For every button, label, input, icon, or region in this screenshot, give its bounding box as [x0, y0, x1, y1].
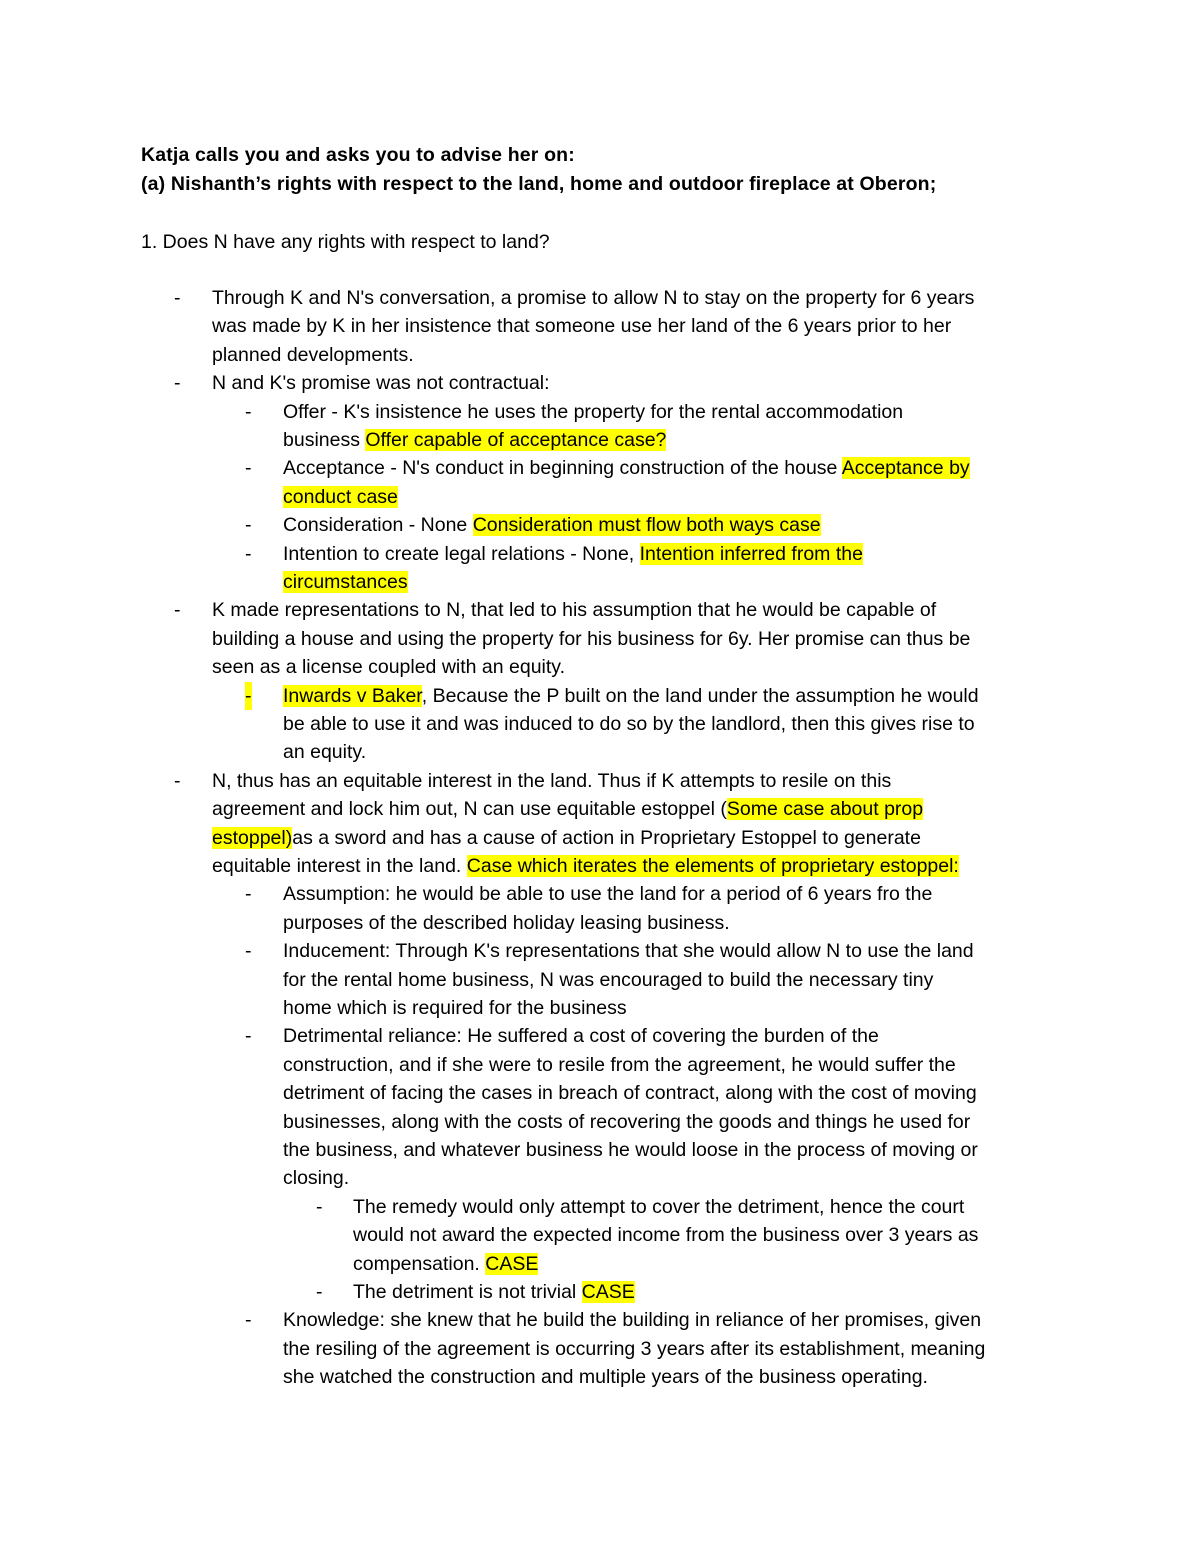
bullet-marker: -	[245, 400, 252, 423]
text-segment: the business, and whatever business he would loose in the process of moving or	[283, 1139, 978, 1162]
list-item-level-2	[283, 398, 903, 455]
text-segment: was made by K in her insistence that someone use her land of the 6 years prior to her	[212, 315, 952, 338]
list-item-line	[283, 710, 979, 738]
text-segment: she watched the construction and multiple years of the business operating.	[283, 1366, 928, 1389]
text-segment: detriment of facing the cases in breach of contract, along with the cost of moving	[283, 1082, 977, 1105]
text-segment: building a house and using the property for his business for 6y. Her promise can thus be	[212, 627, 971, 650]
list-item-line	[283, 1164, 978, 1192]
list-item-line	[353, 1221, 978, 1249]
highlighted-text: CASE	[581, 1281, 635, 1303]
bullet-marker: -	[245, 514, 252, 537]
list-item-line	[283, 937, 974, 965]
list-item-level-2	[283, 1022, 978, 1192]
text-segment: Inducement: Through K's representations that she would allow N to use the land	[283, 940, 974, 963]
text-segment: business	[283, 429, 366, 451]
list-item-line	[353, 1193, 978, 1221]
bullet-marker: -	[245, 940, 252, 963]
list-item-line	[353, 1278, 635, 1306]
text-segment: Assumption: he would be able to use the land for a period of 6 years fro the	[283, 883, 933, 906]
list-item-line	[212, 284, 974, 312]
highlighted-text: conduct case	[283, 485, 398, 508]
question-heading: 1. Does N have any rights with respect to land?	[141, 231, 550, 253]
list-item-line	[283, 511, 821, 539]
text-segment: compensation.	[353, 1252, 486, 1275]
list-item-line	[283, 483, 970, 511]
list-item-level-2	[283, 880, 932, 937]
list-item-line	[283, 1335, 985, 1363]
list-item-line	[283, 1306, 985, 1334]
list-item-line	[283, 966, 974, 994]
text-segment: home which is required for the business	[283, 997, 627, 1019]
bullet-marker: -	[174, 287, 181, 309]
highlighted-text: Some case about prop	[726, 798, 924, 821]
highlighted-text: circumstances	[283, 571, 408, 593]
list-item-level-1	[212, 596, 970, 681]
highlighted-text: Intention inferred from the	[639, 542, 863, 565]
list-item-line	[212, 653, 970, 681]
bullet-marker: -	[316, 1281, 323, 1303]
highlighted-text: Inwards v Baker	[283, 684, 422, 707]
list-item-line	[283, 994, 974, 1022]
list-item-line	[212, 795, 959, 823]
text-segment: construction, and if she were to resile from the agreement, he would suffer the	[283, 1053, 956, 1076]
list-item-line	[212, 596, 970, 624]
highlighted-text: estoppel)	[212, 826, 293, 849]
list-item-level-1	[212, 284, 974, 369]
text-segment: Consideration - None	[283, 514, 473, 537]
highlighted-text: Consideration must flow both ways case	[472, 514, 821, 537]
highlighted-text: Acceptance by	[841, 457, 970, 480]
list-item-line	[283, 1136, 978, 1164]
bullet-marker: -	[245, 542, 252, 565]
text-segment: Knowledge: she knew that he build the building in reliance of her promises, given	[283, 1309, 982, 1332]
list-item-line	[283, 738, 979, 766]
list-item-line	[283, 1051, 978, 1079]
list-item-line	[212, 341, 974, 369]
text-segment: be able to use it and was induced to do so by the landlord, then this gives rise to	[283, 713, 975, 735]
list-item-level-2	[283, 1306, 985, 1391]
text-segment: businesses, along with the costs of recovering the goods and things he used for	[283, 1110, 971, 1133]
text-segment: for the rental home business, N was encouraged to build the necessary tiny	[283, 968, 934, 991]
text-segment: N, thus has an equitable interest in the land. Thus if K attempts to resile on this	[212, 769, 892, 792]
text-segment: The detriment is not trivial	[353, 1281, 582, 1303]
list-item-level-3	[353, 1278, 635, 1306]
list-item-line	[212, 824, 959, 852]
list-item-line	[212, 369, 550, 397]
text-segment: would not award the expected income from the business over 3 years as	[353, 1224, 979, 1247]
list-item-line	[283, 1108, 978, 1136]
list-item-level-2	[283, 511, 821, 539]
bullet-marker: -	[174, 372, 181, 395]
bullet-marker: -	[174, 769, 181, 792]
text-segment: planned developments.	[212, 343, 414, 366]
list-item-line	[283, 454, 970, 482]
list-item-line	[283, 1363, 985, 1391]
list-item-level-2	[283, 540, 863, 597]
list-item-line	[283, 880, 932, 908]
list-item-line	[283, 568, 863, 596]
list-item-level-3	[353, 1193, 978, 1278]
list-item-line	[283, 540, 863, 568]
bullet-marker: -	[174, 599, 181, 622]
text-segment: Intention to create legal relations - None,	[283, 542, 640, 565]
text-segment: N and K's promise was not contractual:	[212, 372, 550, 395]
list-item-line	[283, 909, 932, 937]
highlighted-text: Case which iterates the elements of proprietary estoppel:	[466, 855, 959, 878]
heading-line-1: Katja calls you and asks you to advise her on:	[141, 144, 575, 166]
text-segment: Offer - K's insistence he uses the property for the rental accommodation	[283, 400, 904, 423]
highlighted-text: CASE	[485, 1252, 539, 1275]
text-segment: agreement and lock him out, N can use equitable estoppel (	[212, 798, 727, 821]
text-segment: equitable interest in the land.	[212, 855, 467, 878]
list-item-line	[353, 1250, 978, 1278]
text-segment: Detrimental reliance: He suffered a cost of covering the burden of the	[283, 1025, 879, 1048]
list-item-line	[283, 426, 903, 454]
text-segment: an equity.	[283, 741, 367, 764]
list-item-level-1	[212, 369, 550, 397]
highlighted-text: Offer capable of acceptance case?	[365, 429, 667, 451]
text-segment: closing.	[283, 1167, 350, 1190]
list-item-line	[283, 682, 979, 710]
bullet-marker: -	[245, 1309, 252, 1332]
bullet-marker: -	[245, 1025, 252, 1048]
bullet-marker: -	[245, 883, 252, 906]
list-item-level-2	[283, 454, 970, 511]
heading-line-2: (a) Nishanth’s rights with respect to the land, home and outdoor fireplace at Oberon;	[141, 173, 937, 195]
list-item-level-1	[212, 767, 959, 881]
list-item-line	[212, 312, 974, 340]
list-item-level-2	[283, 682, 979, 767]
text-segment: K made representations to N, that led to his assumption that he would be capable of	[212, 599, 937, 622]
text-segment: , Because the P built on the land under the assumption he would	[421, 684, 979, 707]
text-segment: The remedy would only attempt to cover the detriment, hence the court	[353, 1195, 965, 1218]
list-item-line	[212, 767, 959, 795]
text-segment: as a sword and has a cause of action in Proprietary Estoppel to generate	[292, 826, 921, 849]
text-segment: Through K and N's conversation, a promise to allow N to stay on the property for 6 years	[212, 287, 975, 309]
text-segment: the resiling of the agreement is occurring 3 years after its establishment, meaning	[283, 1337, 986, 1360]
bullet-marker: -	[245, 457, 252, 480]
list-item-line	[283, 1022, 978, 1050]
text-segment: seen as a license coupled with an equity.	[212, 656, 566, 679]
list-item-line	[212, 852, 959, 880]
list-item-line	[283, 1079, 978, 1107]
list-item-level-2	[283, 937, 974, 1022]
text-segment: Acceptance - N's conduct in beginning construction of the house	[283, 457, 842, 480]
bullet-marker: -	[245, 682, 252, 710]
text-segment: purposes of the described holiday leasing business.	[283, 911, 730, 934]
bullet-marker: -	[316, 1195, 323, 1218]
list-item-line	[212, 625, 970, 653]
list-item-line	[283, 398, 903, 426]
